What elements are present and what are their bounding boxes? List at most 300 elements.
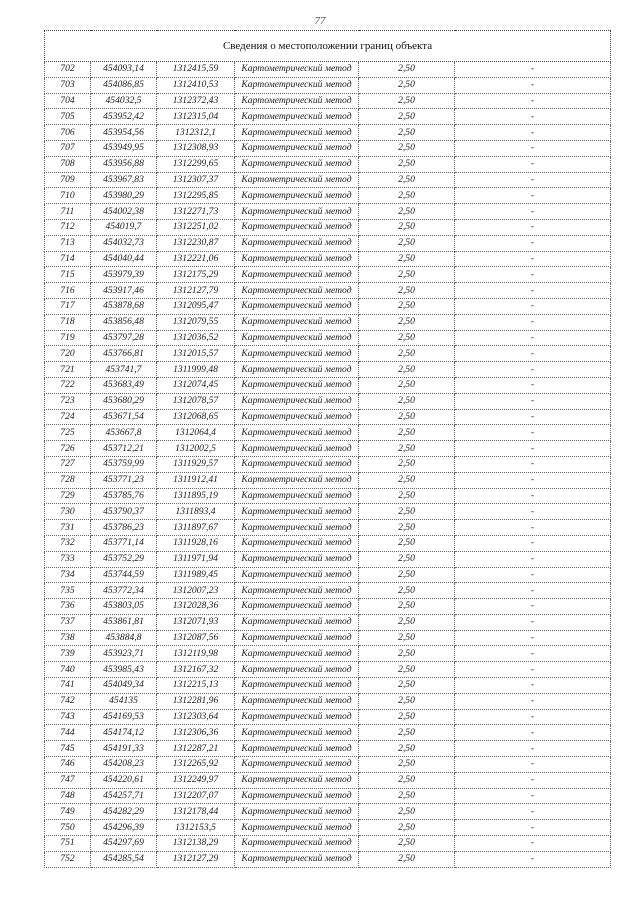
table-row bbox=[45, 441, 611, 457]
x-coordinate-cell: 454174,12 bbox=[91, 725, 157, 741]
y-coordinate-cell: 1312007,23 bbox=[157, 583, 235, 599]
table-row bbox=[45, 140, 611, 156]
method-cell: Картометрический метод bbox=[235, 77, 359, 93]
description-cell: - bbox=[455, 393, 611, 409]
method-cell: Картометрический метод bbox=[235, 741, 359, 757]
description-cell: - bbox=[455, 409, 611, 425]
table-row bbox=[45, 188, 611, 204]
method-cell: Картометрический метод bbox=[235, 125, 359, 141]
table-row bbox=[45, 662, 611, 678]
method-cell: Картометрический метод bbox=[235, 425, 359, 441]
point-number-cell: 702 bbox=[45, 62, 91, 78]
point-number-cell: 721 bbox=[45, 362, 91, 378]
description-cell: - bbox=[455, 267, 611, 283]
point-number-cell: 715 bbox=[45, 267, 91, 283]
description-cell: - bbox=[455, 204, 611, 220]
point-number-cell: 751 bbox=[45, 836, 91, 852]
x-coordinate-cell: 454032,73 bbox=[91, 235, 157, 251]
accuracy-cell: 2,50 bbox=[359, 614, 455, 630]
point-number-cell: 729 bbox=[45, 488, 91, 504]
description-cell: - bbox=[455, 851, 611, 867]
point-number-cell: 735 bbox=[45, 583, 91, 599]
accuracy-cell: 2,50 bbox=[359, 172, 455, 188]
description-cell: - bbox=[455, 219, 611, 235]
accuracy-cell: 2,50 bbox=[359, 156, 455, 172]
point-number-cell: 711 bbox=[45, 204, 91, 220]
table-row bbox=[45, 741, 611, 757]
y-coordinate-cell: 1311912,41 bbox=[157, 472, 235, 488]
description-cell: - bbox=[455, 441, 611, 457]
x-coordinate-cell: 453797,28 bbox=[91, 330, 157, 346]
description-cell: - bbox=[455, 772, 611, 788]
description-cell: - bbox=[455, 377, 611, 393]
description-cell: - bbox=[455, 757, 611, 773]
x-coordinate-cell: 454002,38 bbox=[91, 204, 157, 220]
y-coordinate-cell: 1312087,56 bbox=[157, 630, 235, 646]
y-coordinate-cell: 1311928,16 bbox=[157, 535, 235, 551]
table-row bbox=[45, 62, 611, 78]
description-cell: - bbox=[455, 820, 611, 836]
y-coordinate-cell: 1312281,96 bbox=[157, 693, 235, 709]
method-cell: Картометрический метод bbox=[235, 251, 359, 267]
point-number-cell: 704 bbox=[45, 93, 91, 109]
accuracy-cell: 2,50 bbox=[359, 788, 455, 804]
method-cell: Картометрический метод bbox=[235, 851, 359, 867]
accuracy-cell: 2,50 bbox=[359, 235, 455, 251]
x-coordinate-cell: 454086,85 bbox=[91, 77, 157, 93]
point-number-cell: 719 bbox=[45, 330, 91, 346]
description-cell: - bbox=[455, 693, 611, 709]
x-coordinate-cell: 454282,29 bbox=[91, 804, 157, 820]
accuracy-cell: 2,50 bbox=[359, 188, 455, 204]
y-coordinate-cell: 1312410,53 bbox=[157, 77, 235, 93]
description-cell: - bbox=[455, 709, 611, 725]
description-cell: - bbox=[455, 62, 611, 78]
description-cell: - bbox=[455, 836, 611, 852]
accuracy-cell: 2,50 bbox=[359, 757, 455, 773]
x-coordinate-cell: 453712,21 bbox=[91, 441, 157, 457]
method-cell: Картометрический метод bbox=[235, 204, 359, 220]
table-row bbox=[45, 219, 611, 235]
table-row bbox=[45, 614, 611, 630]
accuracy-cell: 2,50 bbox=[359, 109, 455, 125]
point-number-cell: 713 bbox=[45, 235, 91, 251]
method-cell: Картометрический метод bbox=[235, 330, 359, 346]
accuracy-cell: 2,50 bbox=[359, 725, 455, 741]
point-number-cell: 736 bbox=[45, 599, 91, 615]
accuracy-cell: 2,50 bbox=[359, 219, 455, 235]
y-coordinate-cell: 1312315,04 bbox=[157, 109, 235, 125]
y-coordinate-cell: 1311971,94 bbox=[157, 551, 235, 567]
point-number-cell: 752 bbox=[45, 851, 91, 867]
description-cell: - bbox=[455, 535, 611, 551]
x-coordinate-cell: 453803,05 bbox=[91, 599, 157, 615]
accuracy-cell: 2,50 bbox=[359, 851, 455, 867]
point-number-cell: 745 bbox=[45, 741, 91, 757]
accuracy-cell: 2,50 bbox=[359, 520, 455, 536]
accuracy-cell: 2,50 bbox=[359, 77, 455, 93]
description-cell: - bbox=[455, 788, 611, 804]
method-cell: Картометрический метод bbox=[235, 709, 359, 725]
method-cell: Картометрический метод bbox=[235, 757, 359, 773]
table-row bbox=[45, 788, 611, 804]
accuracy-cell: 2,50 bbox=[359, 441, 455, 457]
x-coordinate-cell: 453856,48 bbox=[91, 314, 157, 330]
y-coordinate-cell: 1312249,97 bbox=[157, 772, 235, 788]
boundary-coordinates-table bbox=[44, 30, 611, 868]
y-coordinate-cell: 1312036,52 bbox=[157, 330, 235, 346]
method-cell: Картометрический метод bbox=[235, 693, 359, 709]
description-cell: - bbox=[455, 678, 611, 694]
method-cell: Картометрический метод bbox=[235, 788, 359, 804]
accuracy-cell: 2,50 bbox=[359, 393, 455, 409]
method-cell: Картометрический метод bbox=[235, 441, 359, 457]
x-coordinate-cell: 454049,34 bbox=[91, 678, 157, 694]
description-cell: - bbox=[455, 646, 611, 662]
point-number-cell: 724 bbox=[45, 409, 91, 425]
x-coordinate-cell: 454135 bbox=[91, 693, 157, 709]
description-cell: - bbox=[455, 77, 611, 93]
accuracy-cell: 2,50 bbox=[359, 567, 455, 583]
description-cell: - bbox=[455, 599, 611, 615]
table-row bbox=[45, 267, 611, 283]
x-coordinate-cell: 453744,59 bbox=[91, 567, 157, 583]
table-row bbox=[45, 646, 611, 662]
y-coordinate-cell: 1312071,93 bbox=[157, 614, 235, 630]
y-coordinate-cell: 1312299,65 bbox=[157, 156, 235, 172]
accuracy-cell: 2,50 bbox=[359, 456, 455, 472]
point-number-cell: 731 bbox=[45, 520, 91, 536]
accuracy-cell: 2,50 bbox=[359, 488, 455, 504]
point-number-cell: 710 bbox=[45, 188, 91, 204]
table-row bbox=[45, 567, 611, 583]
accuracy-cell: 2,50 bbox=[359, 535, 455, 551]
accuracy-cell: 2,50 bbox=[359, 62, 455, 78]
x-coordinate-cell: 453786,23 bbox=[91, 520, 157, 536]
table-row bbox=[45, 504, 611, 520]
table-row bbox=[45, 599, 611, 615]
x-coordinate-cell: 453683,49 bbox=[91, 377, 157, 393]
method-cell: Картометрический метод bbox=[235, 772, 359, 788]
point-number-cell: 722 bbox=[45, 377, 91, 393]
y-coordinate-cell: 1311989,45 bbox=[157, 567, 235, 583]
page-number: 77 bbox=[314, 15, 326, 27]
y-coordinate-cell: 1312307,37 bbox=[157, 172, 235, 188]
point-number-cell: 741 bbox=[45, 678, 91, 694]
y-coordinate-cell: 1312119,98 bbox=[157, 646, 235, 662]
y-coordinate-cell: 1312153,5 bbox=[157, 820, 235, 836]
accuracy-cell: 2,50 bbox=[359, 804, 455, 820]
accuracy-cell: 2,50 bbox=[359, 314, 455, 330]
accuracy-cell: 2,50 bbox=[359, 140, 455, 156]
point-number-cell: 706 bbox=[45, 125, 91, 141]
table-row bbox=[45, 456, 611, 472]
point-number-cell: 737 bbox=[45, 614, 91, 630]
description-cell: - bbox=[455, 567, 611, 583]
y-coordinate-cell: 1312415,59 bbox=[157, 62, 235, 78]
method-cell: Картометрический метод bbox=[235, 219, 359, 235]
description-cell: - bbox=[455, 251, 611, 267]
y-coordinate-cell: 1312221,06 bbox=[157, 251, 235, 267]
point-number-cell: 747 bbox=[45, 772, 91, 788]
y-coordinate-cell: 1312265,92 bbox=[157, 757, 235, 773]
point-number-cell: 707 bbox=[45, 140, 91, 156]
method-cell: Картометрический метод bbox=[235, 140, 359, 156]
method-cell: Картометрический метод bbox=[235, 456, 359, 472]
description-cell: - bbox=[455, 804, 611, 820]
table-row bbox=[45, 314, 611, 330]
table-row bbox=[45, 362, 611, 378]
table-row bbox=[45, 678, 611, 694]
description-cell: - bbox=[455, 109, 611, 125]
y-coordinate-cell: 1312138,29 bbox=[157, 836, 235, 852]
point-number-cell: 732 bbox=[45, 535, 91, 551]
table-row bbox=[45, 283, 611, 299]
accuracy-cell: 2,50 bbox=[359, 551, 455, 567]
table-row bbox=[45, 772, 611, 788]
accuracy-cell: 2,50 bbox=[359, 93, 455, 109]
table-row bbox=[45, 77, 611, 93]
y-coordinate-cell: 1312015,57 bbox=[157, 346, 235, 362]
y-coordinate-cell: 1311895,19 bbox=[157, 488, 235, 504]
accuracy-cell: 2,50 bbox=[359, 204, 455, 220]
x-coordinate-cell: 453861,81 bbox=[91, 614, 157, 630]
point-number-cell: 738 bbox=[45, 630, 91, 646]
accuracy-cell: 2,50 bbox=[359, 267, 455, 283]
x-coordinate-cell: 453766,81 bbox=[91, 346, 157, 362]
point-number-cell: 740 bbox=[45, 662, 91, 678]
x-coordinate-cell: 453878,68 bbox=[91, 298, 157, 314]
y-coordinate-cell: 1312230,87 bbox=[157, 235, 235, 251]
method-cell: Картометрический метод bbox=[235, 298, 359, 314]
table-row bbox=[45, 330, 611, 346]
table-row bbox=[45, 488, 611, 504]
accuracy-cell: 2,50 bbox=[359, 709, 455, 725]
method-cell: Картометрический метод bbox=[235, 472, 359, 488]
point-number-cell: 742 bbox=[45, 693, 91, 709]
y-coordinate-cell: 1312175,29 bbox=[157, 267, 235, 283]
accuracy-cell: 2,50 bbox=[359, 820, 455, 836]
method-cell: Картометрический метод bbox=[235, 804, 359, 820]
x-coordinate-cell: 453680,29 bbox=[91, 393, 157, 409]
x-coordinate-cell: 453772,34 bbox=[91, 583, 157, 599]
accuracy-cell: 2,50 bbox=[359, 678, 455, 694]
table-row bbox=[45, 377, 611, 393]
accuracy-cell: 2,50 bbox=[359, 362, 455, 378]
description-cell: - bbox=[455, 488, 611, 504]
point-number-cell: 749 bbox=[45, 804, 91, 820]
method-cell: Картометрический метод bbox=[235, 567, 359, 583]
y-coordinate-cell: 1312308,93 bbox=[157, 140, 235, 156]
point-number-cell: 712 bbox=[45, 219, 91, 235]
description-cell: - bbox=[455, 172, 611, 188]
y-coordinate-cell: 1312306,36 bbox=[157, 725, 235, 741]
table-row bbox=[45, 472, 611, 488]
accuracy-cell: 2,50 bbox=[359, 583, 455, 599]
x-coordinate-cell: 454285,54 bbox=[91, 851, 157, 867]
method-cell: Картометрический метод bbox=[235, 62, 359, 78]
x-coordinate-cell: 453667,8 bbox=[91, 425, 157, 441]
table-row bbox=[45, 235, 611, 251]
accuracy-cell: 2,50 bbox=[359, 283, 455, 299]
description-cell: - bbox=[455, 314, 611, 330]
y-coordinate-cell: 1312064,4 bbox=[157, 425, 235, 441]
method-cell: Картометрический метод bbox=[235, 630, 359, 646]
x-coordinate-cell: 454208,23 bbox=[91, 757, 157, 773]
table-row bbox=[45, 820, 611, 836]
method-cell: Картометрический метод bbox=[235, 409, 359, 425]
method-cell: Картометрический метод bbox=[235, 93, 359, 109]
x-coordinate-cell: 453771,23 bbox=[91, 472, 157, 488]
method-cell: Картометрический метод bbox=[235, 725, 359, 741]
y-coordinate-cell: 1312215,13 bbox=[157, 678, 235, 694]
table-row bbox=[45, 298, 611, 314]
accuracy-cell: 2,50 bbox=[359, 693, 455, 709]
x-coordinate-cell: 453949,95 bbox=[91, 140, 157, 156]
description-cell: - bbox=[455, 346, 611, 362]
point-number-cell: 734 bbox=[45, 567, 91, 583]
x-coordinate-cell: 453980,29 bbox=[91, 188, 157, 204]
y-coordinate-cell: 1312167,32 bbox=[157, 662, 235, 678]
accuracy-cell: 2,50 bbox=[359, 409, 455, 425]
method-cell: Картометрический метод bbox=[235, 646, 359, 662]
accuracy-cell: 2,50 bbox=[359, 251, 455, 267]
description-cell: - bbox=[455, 425, 611, 441]
method-cell: Картометрический метод bbox=[235, 314, 359, 330]
table-row bbox=[45, 535, 611, 551]
method-cell: Картометрический метод bbox=[235, 267, 359, 283]
accuracy-cell: 2,50 bbox=[359, 330, 455, 346]
accuracy-cell: 2,50 bbox=[359, 125, 455, 141]
accuracy-cell: 2,50 bbox=[359, 741, 455, 757]
point-number-cell: 726 bbox=[45, 441, 91, 457]
description-cell: - bbox=[455, 188, 611, 204]
point-number-cell: 703 bbox=[45, 77, 91, 93]
y-coordinate-cell: 1312178,44 bbox=[157, 804, 235, 820]
point-number-cell: 727 bbox=[45, 456, 91, 472]
point-number-cell: 739 bbox=[45, 646, 91, 662]
accuracy-cell: 2,50 bbox=[359, 346, 455, 362]
x-coordinate-cell: 454257,71 bbox=[91, 788, 157, 804]
method-cell: Картометрический метод bbox=[235, 551, 359, 567]
accuracy-cell: 2,50 bbox=[359, 836, 455, 852]
y-coordinate-cell: 1312028,36 bbox=[157, 599, 235, 615]
point-number-cell: 708 bbox=[45, 156, 91, 172]
x-coordinate-cell: 453790,37 bbox=[91, 504, 157, 520]
y-coordinate-cell: 1312074,45 bbox=[157, 377, 235, 393]
method-cell: Картометрический метод bbox=[235, 678, 359, 694]
table-row bbox=[45, 109, 611, 125]
y-coordinate-cell: 1312372,43 bbox=[157, 93, 235, 109]
accuracy-cell: 2,50 bbox=[359, 298, 455, 314]
point-number-cell: 718 bbox=[45, 314, 91, 330]
method-cell: Картометрический метод bbox=[235, 377, 359, 393]
method-cell: Картометрический метод bbox=[235, 504, 359, 520]
table-row bbox=[45, 693, 611, 709]
method-cell: Картометрический метод bbox=[235, 235, 359, 251]
description-cell: - bbox=[455, 125, 611, 141]
y-coordinate-cell: 1311999,48 bbox=[157, 362, 235, 378]
description-cell: - bbox=[455, 93, 611, 109]
x-coordinate-cell: 453985,43 bbox=[91, 662, 157, 678]
description-cell: - bbox=[455, 630, 611, 646]
x-coordinate-cell: 454169,53 bbox=[91, 709, 157, 725]
x-coordinate-cell: 453741,7 bbox=[91, 362, 157, 378]
x-coordinate-cell: 453954,56 bbox=[91, 125, 157, 141]
method-cell: Картометрический метод bbox=[235, 614, 359, 630]
x-coordinate-cell: 453967,83 bbox=[91, 172, 157, 188]
x-coordinate-cell: 453671,54 bbox=[91, 409, 157, 425]
table-row bbox=[45, 757, 611, 773]
point-number-cell: 744 bbox=[45, 725, 91, 741]
table-title: Сведения о местоположении границ объекта bbox=[45, 31, 611, 62]
method-cell: Картометрический метод bbox=[235, 283, 359, 299]
accuracy-cell: 2,50 bbox=[359, 425, 455, 441]
point-number-cell: 720 bbox=[45, 346, 91, 362]
accuracy-cell: 2,50 bbox=[359, 377, 455, 393]
method-cell: Картометрический метод bbox=[235, 488, 359, 504]
y-coordinate-cell: 1311929,57 bbox=[157, 456, 235, 472]
table-body bbox=[45, 62, 611, 868]
x-coordinate-cell: 453956,88 bbox=[91, 156, 157, 172]
description-cell: - bbox=[455, 504, 611, 520]
point-number-cell: 714 bbox=[45, 251, 91, 267]
description-cell: - bbox=[455, 741, 611, 757]
y-coordinate-cell: 1312251,02 bbox=[157, 219, 235, 235]
description-cell: - bbox=[455, 156, 611, 172]
description-cell: - bbox=[455, 520, 611, 536]
description-cell: - bbox=[455, 662, 611, 678]
point-number-cell: 746 bbox=[45, 757, 91, 773]
x-coordinate-cell: 453884,8 bbox=[91, 630, 157, 646]
x-coordinate-cell: 454040,44 bbox=[91, 251, 157, 267]
x-coordinate-cell: 453752,29 bbox=[91, 551, 157, 567]
point-number-cell: 705 bbox=[45, 109, 91, 125]
y-coordinate-cell: 1312312,1 bbox=[157, 125, 235, 141]
y-coordinate-cell: 1311893,4 bbox=[157, 504, 235, 520]
accuracy-cell: 2,50 bbox=[359, 662, 455, 678]
table-row bbox=[45, 709, 611, 725]
method-cell: Картометрический метод bbox=[235, 820, 359, 836]
point-number-cell: 748 bbox=[45, 788, 91, 804]
table-row bbox=[45, 520, 611, 536]
method-cell: Картометрический метод bbox=[235, 172, 359, 188]
table-row bbox=[45, 125, 611, 141]
x-coordinate-cell: 454191,33 bbox=[91, 741, 157, 757]
method-cell: Картометрический метод bbox=[235, 599, 359, 615]
table-row bbox=[45, 725, 611, 741]
x-coordinate-cell: 453759,99 bbox=[91, 456, 157, 472]
y-coordinate-cell: 1312295,85 bbox=[157, 188, 235, 204]
table-row bbox=[45, 172, 611, 188]
accuracy-cell: 2,50 bbox=[359, 646, 455, 662]
point-number-cell: 723 bbox=[45, 393, 91, 409]
y-coordinate-cell: 1312068,65 bbox=[157, 409, 235, 425]
method-cell: Картометрический метод bbox=[235, 583, 359, 599]
accuracy-cell: 2,50 bbox=[359, 504, 455, 520]
table-row bbox=[45, 425, 611, 441]
method-cell: Картометрический метод bbox=[235, 520, 359, 536]
y-coordinate-cell: 1312127,29 bbox=[157, 851, 235, 867]
table-row bbox=[45, 551, 611, 567]
method-cell: Картометрический метод bbox=[235, 393, 359, 409]
method-cell: Картометрический метод bbox=[235, 109, 359, 125]
y-coordinate-cell: 1312127,79 bbox=[157, 283, 235, 299]
description-cell: - bbox=[455, 472, 611, 488]
x-coordinate-cell: 454032,5 bbox=[91, 93, 157, 109]
x-coordinate-cell: 453979,39 bbox=[91, 267, 157, 283]
y-coordinate-cell: 1311897,67 bbox=[157, 520, 235, 536]
